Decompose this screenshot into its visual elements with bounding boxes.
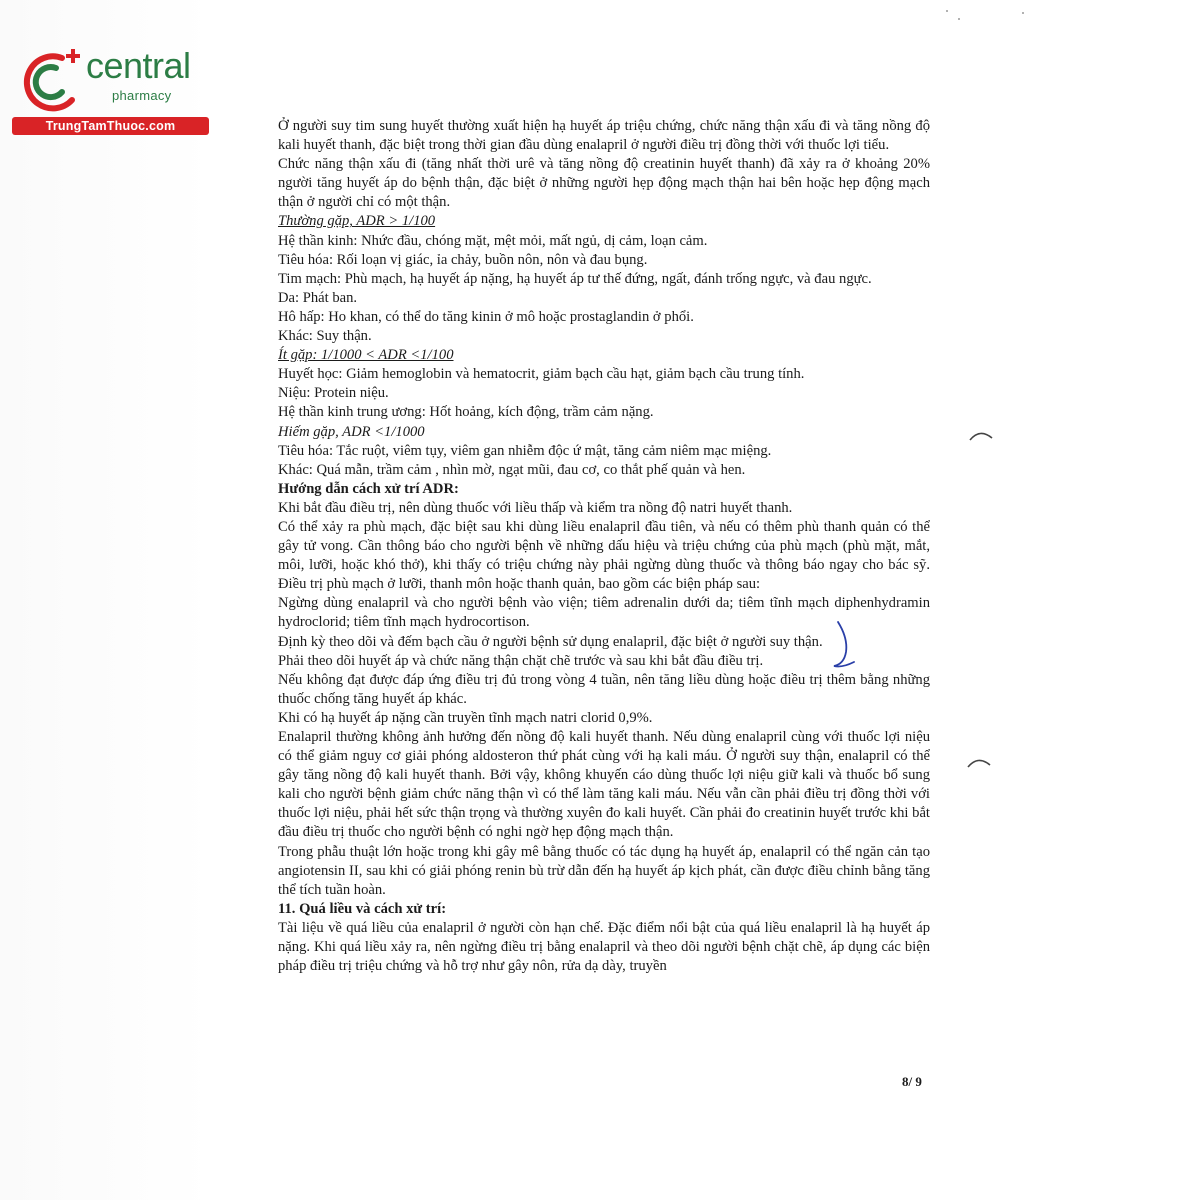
paragraph: Tiêu hóa: Rối loạn vị giác, ỉa chảy, buồn nôn, nôn và đau bụng. <box>278 251 648 268</box>
paragraph: Huyết học: Giảm hemoglobin và hematocrit, giảm bạch cầu hạt, giảm bạch cầu trung tính. <box>278 366 805 383</box>
subsection-heading: Ít gặp: 1/1000 < ADR <1/100 <box>278 347 454 364</box>
paragraph: Hô hấp: Ho khan, có thể do tăng kinin ở mô hoặc prostaglandin ở phổi. <box>278 308 694 325</box>
logo-site-badge: TrungTamThuoc.com <box>12 117 209 135</box>
paragraph: Khi có hạ huyết áp nặng cần truyền tĩnh mạch natri clorid 0,9%. <box>278 709 653 726</box>
paragraph: Hệ thần kinh trung ương: Hốt hoảng, kích động, trầm cảm nặng. <box>278 404 654 421</box>
paragraph: Tim mạch: Phù mạch, hạ huyết áp nặng, hạ huyết áp tư thế đứng, ngất, đánh trống ngực, và đau ngực. <box>278 270 872 287</box>
paragraph: Da: Phát ban. <box>278 289 358 306</box>
section-heading: 11. Quá liều và cách xử trí: <box>278 900 447 917</box>
scan-margin <box>0 0 212 1200</box>
paragraph: Ở người suy tim sung huyết thường xuất hiện hạ huyết áp triệu chứng, chức năng thận xấu đi và tăng nồng độ kali huyết thanh, đặc biệt trong thời gian đầu dùng enalapril ở người điều trị đồng thời với thuốc lợi tiểu. <box>278 118 930 154</box>
document-body <box>278 117 930 976</box>
paragraph: Khác: Suy thận. <box>278 328 372 345</box>
paragraph: Phải theo dõi huyết áp và chức năng thận chặt chẽ trước và sau khi bắt đầu điều trị. <box>278 652 764 669</box>
paragraph: Tiêu hóa: Tắc ruột, viêm tụy, viêm gan nhiễm độc ứ mật, tăng cảm niêm mạc miệng. <box>278 442 772 459</box>
paragraph: Chức năng thận xấu đi (tăng nhất thời urê và tăng nồng độ creatinin huyết thanh) đã xảy ra ở khoảng 20% người tăng huyết áp do bệnh thận, đặc biệt ở những người hẹp động mạch thận hai bên hoặc hẹp động mạch thận ở người chỉ có một thận. <box>278 156 930 211</box>
paragraph: Khác: Quá mẫn, trầm cảm , nhìn mờ, ngạt mũi, đau cơ, co thắt phế quản và hen. <box>278 461 746 478</box>
page-number: 8/ 9 <box>902 1074 922 1089</box>
scan-speck <box>958 18 960 20</box>
punch-hole-mark-icon <box>968 428 994 442</box>
logo-brand-text: central <box>86 45 191 86</box>
scan-speck <box>1022 12 1024 14</box>
punch-hole-mark-icon <box>966 755 992 769</box>
paragraph: Nếu không đạt được đáp ứng điều trị đủ trong vòng 4 tuần, nên tăng liều dùng hoặc điều trị thêm bằng những thuốc chống tăng huyết áp khác. <box>278 671 930 707</box>
paragraph: Tài liệu về quá liều của enalapril ở người còn hạn chế. Đặc điểm nổi bật của quá liều enalapril là hạ huyết áp nặng. Khi quá liều xảy ra, nên ngừng điều trị bằng enalapril và theo dõi người bệnh chặt chẽ, áp dụng các biện pháp điều trị triệu chứng và hỗ trợ như gây nôn, rửa dạ dày, truyền <box>278 919 930 975</box>
paragraph: Niệu: Protein niệu. <box>278 385 389 402</box>
paragraph: Có thể xảy ra phù mạch, đặc biệt sau khi dùng liều enalapril đầu tiên, và nếu có thêm phù thanh quản có thể gây tử vong. Cần thông báo cho người bệnh về những dấu hiệu và triệu chứng của phù mạch (phù mặt, mắt, môi, lưỡi, hoặc khó thở), khi thấy có triệu chứng này phải ngừng dùng thuốc và thông báo ngay cho bác sỹ. Điều trị phù mạch ở lưỡi, thanh môn hoặc thanh quản, bao gồm các biện pháp sau: <box>278 518 930 593</box>
paragraph: Định kỳ theo dõi và đếm bạch cầu ở người bệnh sử dụng enalapril, đặc biệt ở người suy thận. <box>278 633 823 650</box>
paragraph: Ngừng dùng enalapril và cho người bệnh vào viện; tiêm adrenalin dưới da; tiêm tĩnh mạch diphenhydramin hydroclorid; tiêm tĩnh mạch hydrocortison. <box>278 595 930 631</box>
section-heading: Hướng dẫn cách xử trí ADR: <box>278 480 459 497</box>
subsection-heading: Hiếm gặp, ADR <1/1000 <box>278 423 425 440</box>
scan-speck <box>946 10 948 12</box>
paragraph: Hệ thần kinh: Nhức đầu, chóng mặt, mệt mỏi, mất ngủ, dị cảm, loạn cảm. <box>278 232 708 249</box>
paragraph: Enalapril thường không ảnh hưởng đến nồng độ kali huyết thanh. Nếu dùng enalapril cùng với thuốc lợi niệu có thể giảm nguy cơ giải phóng aldosteron thứ phát cùng với hạ kali máu. Ở người suy thận, enalapril có thể gây tăng nồng độ kali huyết thanh. Bởi vậy, không khuyến cáo dùng thuốc lợi niệu giữ kali và thuốc bổ sung kali cho người bệnh giảm chức năng thận vì có thể làm tăng kali máu. Nếu vẫn cần phải điều trị đồng thời với thuốc lợi niệu, phải hết sức thận trọng và thường xuyên đo kali huyết. Cần phải đo creatinin huyết trước khi bắt đầu điều trị thuốc cho người bệnh có nghi ngờ hẹp động mạch thận. <box>278 729 930 841</box>
logo-sub-text: pharmacy <box>112 88 172 103</box>
subsection-heading: Thường gặp, ADR > 1/100 <box>278 213 436 230</box>
paragraph: Khi bắt đầu điều trị, nên dùng thuốc với liều thấp và kiểm tra nồng độ natri huyết thanh. <box>278 499 793 516</box>
paragraph: Trong phẫu thuật lớn hoặc trong khi gây mê bằng thuốc có tác dụng hạ huyết áp, enalapril có thể ngăn cản tạo angiotensin II, sau khi có giải phóng renin bù trừ dẫn đến hạ huyết áp kịch phát, cần được điều chỉnh bằng tăng thể tích tuần hoàn. <box>278 843 930 898</box>
pen-mark-icon <box>828 618 862 674</box>
